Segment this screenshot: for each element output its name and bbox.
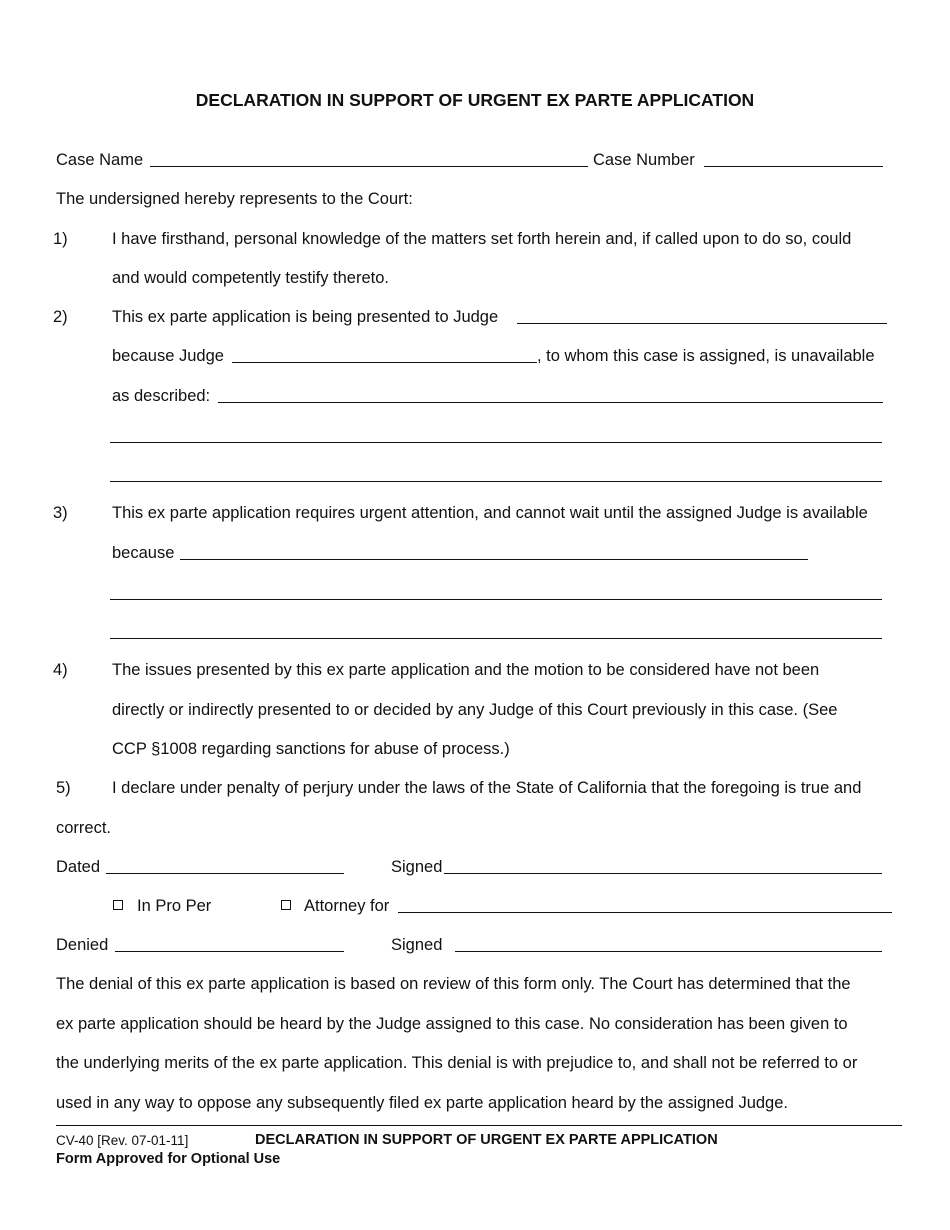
- item-4-line-3: CCP §1008 regarding sanctions for abuse of process.): [112, 740, 510, 758]
- urgency-reason-field-1[interactable]: [180, 559, 808, 560]
- denied-field[interactable]: [115, 951, 344, 952]
- form-id: CV-40 [Rev. 07-01-11]: [56, 1133, 189, 1148]
- item-3-number: 3): [53, 504, 68, 522]
- attorney-for-checkbox[interactable]: [281, 900, 291, 910]
- item-2-line-1: This ex parte application is being presented to Judge: [112, 308, 499, 326]
- unavailable-description-field-2[interactable]: [110, 442, 882, 443]
- denial-line-1: The denial of this ex parte application is based on review of this form only. The Court has determined that the: [56, 975, 851, 993]
- in-pro-per-checkbox[interactable]: [113, 900, 123, 910]
- intro-text: The undersigned hereby represents to the Court:: [56, 190, 413, 208]
- urgency-reason-field-3[interactable]: [110, 638, 882, 639]
- footer-note: Form Approved for Optional Use: [56, 1151, 281, 1167]
- denied-signed-label: Signed: [391, 936, 443, 954]
- item-3-because: because: [112, 544, 175, 562]
- item-2-because-judge: because Judge: [112, 347, 224, 365]
- item-2-line-2-tail: , to whom this case is assigned, is unavailable: [537, 347, 875, 365]
- form-title: DECLARATION IN SUPPORT OF URGENT EX PARTE APPLICATION: [195, 90, 755, 110]
- case-name-label: Case Name: [56, 151, 144, 169]
- attorney-for-field[interactable]: [398, 912, 892, 913]
- item-2-number: 2): [53, 308, 68, 326]
- presented-judge-field[interactable]: [517, 323, 887, 324]
- case-name-field[interactable]: [150, 166, 588, 167]
- item-1-number: 1): [53, 230, 68, 248]
- unavailable-description-field-1[interactable]: [218, 402, 883, 403]
- denial-line-2: ex parte application should be heard by the Judge assigned to this case. No consideration has been given to: [56, 1015, 848, 1033]
- signature-field[interactable]: [444, 873, 882, 874]
- item-1-line-2: and would competently testify thereto.: [112, 269, 389, 287]
- item-1-line-1: I have firsthand, personal knowledge of the matters set forth herein and, if called upon to do so, could: [112, 230, 852, 248]
- assigned-judge-field[interactable]: [232, 362, 537, 363]
- in-pro-per-label: In Pro Per: [137, 897, 212, 915]
- dated-label: Dated: [56, 858, 101, 876]
- denial-line-3: the underlying merits of the ex parte application. This denial is with prejudice to, and shall not be referred to or: [56, 1054, 858, 1072]
- item-5-number: 5): [56, 779, 71, 797]
- item-5-line-1: I declare under penalty of perjury under the laws of the State of California that the foregoing is true and: [112, 779, 862, 797]
- item-4-line-1: The issues presented by this ex parte application and the motion to be considered have not been: [112, 661, 820, 679]
- footer-divider: [56, 1125, 902, 1126]
- denied-signature-field[interactable]: [455, 951, 882, 952]
- denial-line-4: used in any way to oppose any subsequently filed ex parte application heard by the assigned Judge.: [56, 1094, 788, 1112]
- item-4-line-2: directly or indirectly presented to or decided by any Judge of this Court previously in this case. (See: [112, 701, 838, 719]
- item-4-number: 4): [53, 661, 68, 679]
- attorney-for-label: Attorney for: [304, 897, 390, 915]
- case-number-field[interactable]: [704, 166, 883, 167]
- unavailable-description-field-3[interactable]: [110, 481, 882, 482]
- footer-title: DECLARATION IN SUPPORT OF URGENT EX PARTE APPLICATION: [255, 1132, 718, 1148]
- case-number-label: Case Number: [593, 151, 695, 169]
- item-5-line-2: correct.: [56, 819, 112, 837]
- item-2-as-described: as described:: [112, 387, 211, 405]
- urgency-reason-field-2[interactable]: [110, 599, 882, 600]
- item-3-line-1: This ex parte application requires urgent attention, and cannot wait until the assigned Judge is available: [112, 504, 868, 522]
- dated-field[interactable]: [106, 873, 344, 874]
- signed-label: Signed: [391, 858, 443, 876]
- denied-label: Denied: [56, 936, 109, 954]
